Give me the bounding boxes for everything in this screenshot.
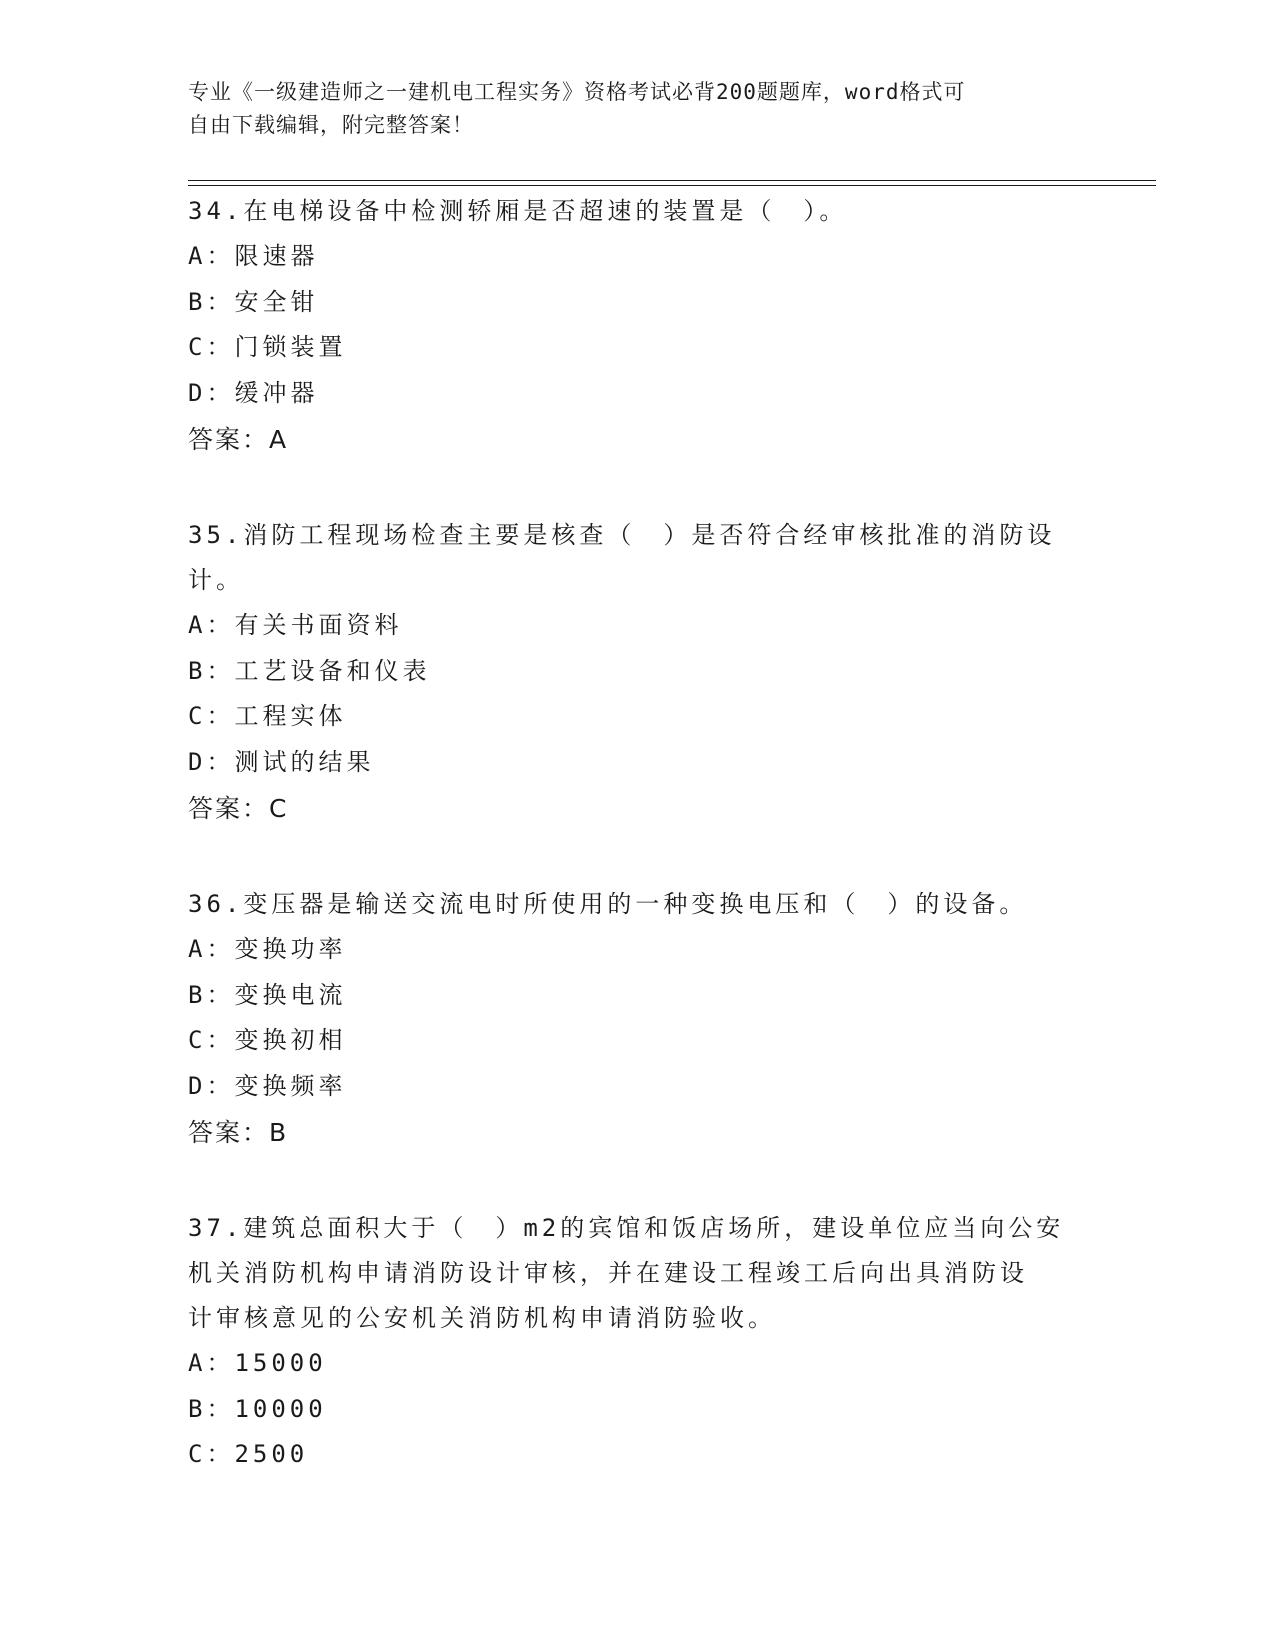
question-gap xyxy=(188,832,1088,882)
question-34 xyxy=(188,189,1088,463)
option-b: B：工艺设备和仪表 xyxy=(188,656,431,685)
option-a: A：变换功率 xyxy=(188,935,347,963)
header-divider-top xyxy=(188,180,1156,181)
question-stem-continued: 计审核意见的公安机关消防机构申请消防验收。 xyxy=(188,1304,776,1332)
option-a: A：有关书面资料 xyxy=(188,611,403,639)
header-line-2: 自由下载编辑，附完整答案！ xyxy=(188,113,474,137)
question-stem-continued: 计。 xyxy=(188,566,244,594)
document-header xyxy=(188,76,1088,142)
header-divider-bottom xyxy=(188,185,1156,186)
question-36 xyxy=(188,882,1088,1156)
option-d: D：变换频率 xyxy=(188,1071,347,1100)
option-b: B：安全钳 xyxy=(188,287,319,316)
option-d: D：缓冲器 xyxy=(188,378,319,407)
question-stem: 35.消防工程现场检查主要是核查（ ）是否符合经审核批准的消防设 xyxy=(188,521,1056,549)
question-stem-continued: 机关消防机构申请消防设计审核，并在建设工程竣工后向出具消防设 xyxy=(188,1259,1028,1287)
question-37 xyxy=(188,1206,1088,1478)
option-a: A：15000 xyxy=(188,1349,327,1377)
question-35 xyxy=(188,513,1088,832)
option-b: B：变换电流 xyxy=(188,980,347,1009)
answer-line: 答案：C xyxy=(188,794,289,823)
option-c: C：门锁装置 xyxy=(188,333,347,361)
question-stem: 34.在电梯设备中检测轿厢是否超速的装置是（ ）。 xyxy=(188,197,848,225)
answer-line: 答案：A xyxy=(188,425,289,454)
question-gap xyxy=(188,1156,1088,1206)
option-a: A：限速器 xyxy=(188,242,319,270)
question-list xyxy=(188,189,1088,1478)
question-stem: 36.变压器是输送交流电时所使用的一种变换电压和（ ）的设备。 xyxy=(188,890,1028,918)
option-c: C：变换初相 xyxy=(188,1026,347,1054)
option-c: C：2500 xyxy=(188,1440,309,1468)
option-b: B：10000 xyxy=(188,1394,327,1423)
option-d: D：测试的结果 xyxy=(188,747,375,776)
answer-line: 答案：B xyxy=(188,1118,289,1147)
question-gap xyxy=(188,463,1088,513)
question-stem: 37.建筑总面积大于（ ）m2的宾馆和饭店场所，建设单位应当向公安 xyxy=(188,1214,1065,1242)
option-c: C：工程实体 xyxy=(188,702,347,730)
header-line-1: 专业《一级建造师之一建机电工程实务》资格考试必背200题题库，word格式可 xyxy=(188,80,966,104)
